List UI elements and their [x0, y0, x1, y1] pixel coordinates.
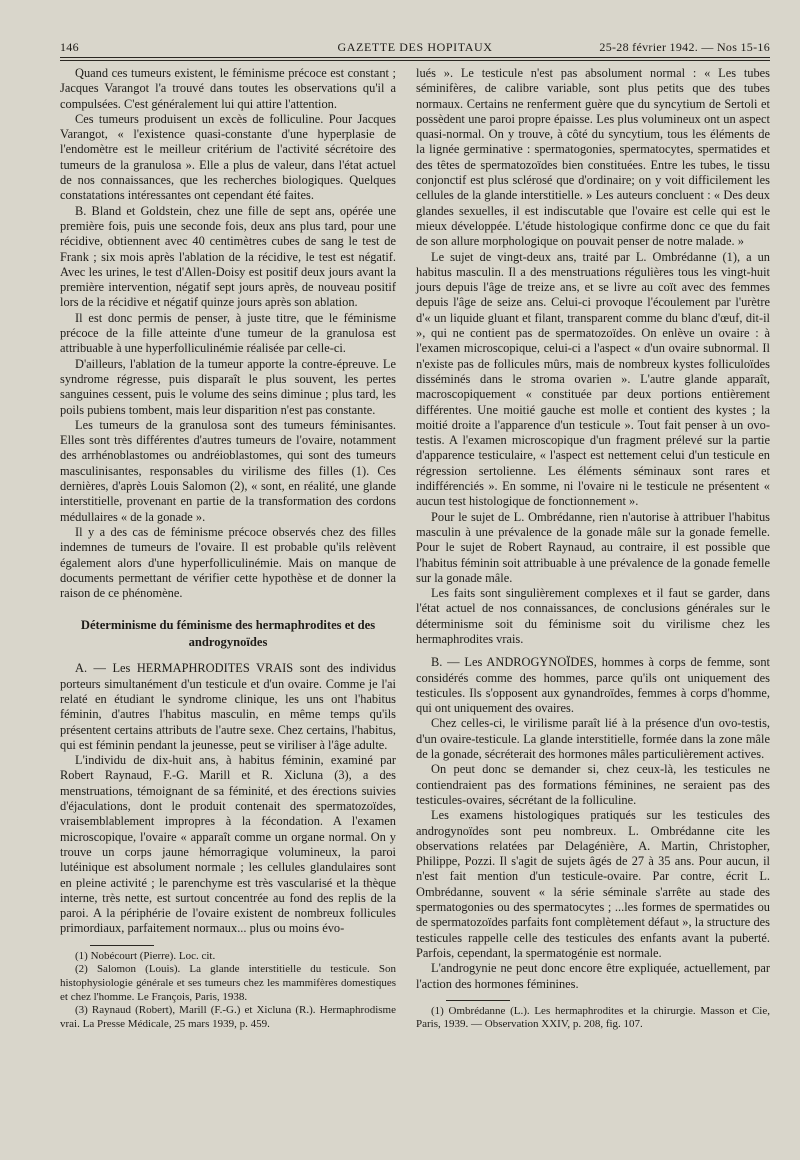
- footnote-rule: [90, 945, 154, 946]
- paragraph: A. — Les HERMAPHRODITES VRAIS sont des individus porteurs simultanément d'un testicule et d'un ovaire. Comme je l'ai relaté en étudiant le syndrome clinique, les uns ont l'habitus féminin, d'autres l'habitus masculin, en même temps qu'ils présentent certains attributs de l'autre sexe. Chez certains, l'habitus, qui est féminin pendant la jeunesse, peut se viriliser à l'âge adulte.: [60, 661, 396, 752]
- paragraph: Pour le sujet de L. Ombrédanne, rien n'autorise à attribuer l'habitus masculin à une prévalence de la gonade mâle sur la gonade femelle. Pour le sujet de Robert Raynaud, au contraire, il est possible que l'habitus féminin soit attribuable à une prévalence de la gonade femelle sur la gonade mâle.: [416, 509, 770, 585]
- footnote-rule: [446, 1000, 510, 1001]
- header-rule-thick: [60, 57, 770, 58]
- right-column: [416, 66, 770, 1032]
- paragraph: L'individu de dix-huit ans, à habitus féminin, examiné par Robert Raynaud, F.-G. Marill et R. Xicluna (3), a des menstruations, témoignant de sa féminité, et des érections suivies d'éjaculations, dont le produit contenait des spermatozoïdes, vraisemblablement impropres à la fécondation. A l'examen microscopique, l'ovaire « apparaît comme un organe normal. On y trouve un corps jaune hémorragique volumineux, la paroi lutéinique est absolument normale ; les cellules glandulaires sont en pleine activité ; le parenchyme est très vascularisé et la thèque interne, très nette, est surtout concentrée au fond des replis de la paroi. A la périphérie de l'ovaire existent de nombreux follicules primordiaux, parfaitement normaux... plus ou moins évo-: [60, 753, 396, 936]
- issue-date: 25-28 février 1942. — Nos 15-16: [599, 40, 770, 54]
- paragraph: B. Bland et Goldstein, chez une fille de sept ans, opérée une première fois, puis une seconde fois, deux ans plus tard, pour une récidive, obtiennent avec 40 centimètres cubes de sang le test de Frank ; six mois après l'ablation de la récidive, le test est négatif. Avec les urines, le test d'Allen-Doisy est positif deux jours avant la première intervention, négatif sept jours après, de nouveau positif lors de la récidive et négatif quinze jours après son ablation.: [60, 203, 396, 310]
- paragraph: Ces tumeurs produisent un excès de folliculine. Pour Jacques Varangot, « l'existence quasi-constante d'une hyperplasie de l'endomètre est le meilleur critérium de l'activité sécrétoire des tumeurs de la granulosa ». Elle a plus de valeur, dans l'état actuel de nos connaissances, que les recherches biologiques. Quelques constatations intéressantes ont cependant été faites.: [60, 111, 396, 203]
- paragraph: Il est donc permis de penser, à juste titre, que le féminisme précoce de la fille atteinte d'une tumeur de la granulosa est attribuable à une hyperfolliculinémie réalisée par celle-ci.: [60, 310, 396, 356]
- footnote: (1) Nobécourt (Pierre). Loc. cit.: [75, 949, 216, 962]
- paragraph: lués ». Le testicule n'est pas absolument normal : « Les tubes séminifères, de calibre variable, sont plus petits que des tubes normaux. Certains ne renferment guère que du syncytium de Sertoli et possèdent une paroi propre épaisse. Les plus volumineux ont un aspect quasi-normal. On y trouve, à côté du syncytium, tous les éléments de la lignée germinative : spermatogonies, spermatocytes, spermatides et des têtes de spermatozoïdes bien constituées. Entre les tubes, le tissu conjonctif est plus sclérosé que d'ordinaire; on y voit difficilement les cellules de la glande interstitielle. » Les auteurs concluent : « Des deux glandes sexuelles, il est indiscutable que l'ovaire est celle qui est le mieux développée. L'étude histologique confirme donc ce que du fait de son allure morphologique on pouvait penser de notre malade. »: [416, 66, 770, 249]
- right-footnotes: [416, 1005, 770, 1032]
- paragraph: Les tumeurs de la granulosa sont des tumeurs féminisantes. Elles sont très différentes d'autres tumeurs de l'ovaire, notamment des arrhénoblastomes ou andréioblastomes, qui sont des tumeurs masculinisantes, responsables du virilisme des filles (1). Ces dernières, d'après Louis Salomon (2), « sont, en réalité, une glande interstitielle, provenant en partie de la transformation des cordons médullaires « de la gonade ».: [60, 417, 396, 524]
- footnote: (2) Salomon (Louis). La glande interstitielle du testicule. Son histophysiologie générale et ses tumeurs chez les mammifères domestiques et chez l'homme. Le François, Paris, 1938.: [60, 963, 396, 1003]
- paragraph: Les examens histologiques pratiqués sur les testicules des androgynoïdes sont peu nombreux. L. Ombrédanne cite les observations relatées par Delagénière, A. Martin, Christopher, Philippe, Pozzi. Il s'agit de sujets âgés de 27 à 35 ans. Pour aucun, il n'est fait mention d'un testicule-ovaire. Par contre, écrit L. Ombrédanne, souvent « la série séminale s'arrête au stade des spermatogonies ou des spermatocytes ; ...les formes de spermatides ou de spermatozoïdes parfaits font complètement défaut », la structure des testicules rappelle celle des testicules des enfants avant la puberté. Parfois, cependant, la spermatogénie est normale.: [416, 808, 770, 960]
- header-rule-thin: [60, 60, 770, 61]
- paragraph: B. — Les ANDROGYNOÏDES, hommes à corps de femme, sont considérés comme des hommes, parce qu'ils ont uniquement des testicules. Ils s'opposent aux gynandroïdes, femmes à corps d'homme, qui ont uniquement des ovaires.: [416, 655, 770, 716]
- footnote: (1) Ombrédanne (L.). Les hermaphrodites et la chirurgie. Masson et Cie, Paris, 1939. — Observation XXIV, p. 208, fig. 107.: [416, 1004, 770, 1031]
- paragraph: Il y a des cas de féminisme précoce observés chez des filles indemnes de tumeurs de l'ovaire. Il est probable qu'ils relèvent également alors d'une hyperfolliculinémie. Mais on manque de documents permettant de vérifier cette hypothèse et de donner la raison de ce phénomène.: [60, 524, 396, 601]
- paragraph: On peut donc se demander si, chez ceux-là, les testicules ne contiendraient pas des formations féminines, ne seraient pas des testicules-ovaires, sécrétant de la folliculine.: [416, 762, 770, 807]
- paragraph: D'ailleurs, l'ablation de la tumeur apporte la contre-épreuve. Le syndrome régresse, puis disparaît le plus souvent, les pertes sanguines cessent, puis le volume des seins diminue ; plus tard, les poils pubiens tombent, mais leur disparition n'est pas constante.: [60, 356, 396, 417]
- left-footnotes: [60, 950, 396, 1032]
- left-column: [60, 66, 396, 1031]
- paragraph: L'androgynie ne peut donc encore être expliquée, actuellement, par l'action des hormones féminines.: [416, 961, 770, 991]
- paragraph: Quand ces tumeurs existent, le féminisme précoce est constant ; Jacques Varangot l'a trouvé dans toutes les observations qu'il a compulsées. C'est généralement lui qui attire l'attention.: [60, 66, 396, 111]
- footnote: (3) Raynaud (Robert), Marill (F.-G.) et Xicluna (R.). Hermaphrodisme vrai. La Presse Médicale, 25 mars 1939, p. 459.: [60, 1004, 396, 1030]
- page-number: 146: [60, 40, 79, 54]
- paragraph: Chez celles-ci, le virilisme paraît lié à la présence d'un ovo-testis, d'un ovaire-testicule. La glande interstitielle, formée dans la zone mâle de la gonade, sécréterait des hormones mâles particulièrement actives.: [416, 716, 770, 762]
- paragraph: Les faits sont singulièrement complexes et il faut se garder, dans l'état actuel de nos connaissances, de conclusions générales sur le déterminisme soit du féminisme soit du virilisme chez les hermaphrodites vrais.: [416, 586, 770, 646]
- paragraph: Le sujet de vingt-deux ans, traité par L. Ombrédanne (1), a un habitus masculin. Il a des menstruations régulières tous les vingt-huit jours depuis l'âge de treize ans, et se livre au coït avec des femmes depuis l'âge de seize ans. Celui-ci provoque l'écoulement par l'urètre d'« un liquide gluant et filant, transparent comme du blanc d'œuf, dit-il », qui ne contient pas de spermatozoïdes. On enlève un ovaire : à l'examen microscopique, celui-ci a l'aspect « d'un ovaire subnormal. Il n'existe pas de follicules mûrs, mais de nombreux kystes folliculoïdes disséminés dans le stroma ovarien ». L'autre glande apparaît, macroscopiquement « constituée par deux portions entièrement différentes. Une moitié gauche est molle et contient des kystes ; la moitié droite a l'apparence d'un testicule ». Tout fait penser à un ovo-testis. A l'examen microscopique d'un fragment prélevé sur la partie d'apparence testiculaire, « l'aspect est nettement celui d'un testicule en régression sertolienne. Les éléments séminaux sont rares et indifférenciés ». En somme, ni l'ovaire ni le testicule ne présentent « aucun test histologique de fonctionnement ».: [416, 249, 770, 509]
- section-heading: Déterminisme du féminisme des hermaphrodites et des androgynoïdes: [80, 618, 376, 650]
- journal-title: GAZETTE DES HOPITAUX: [337, 40, 493, 54]
